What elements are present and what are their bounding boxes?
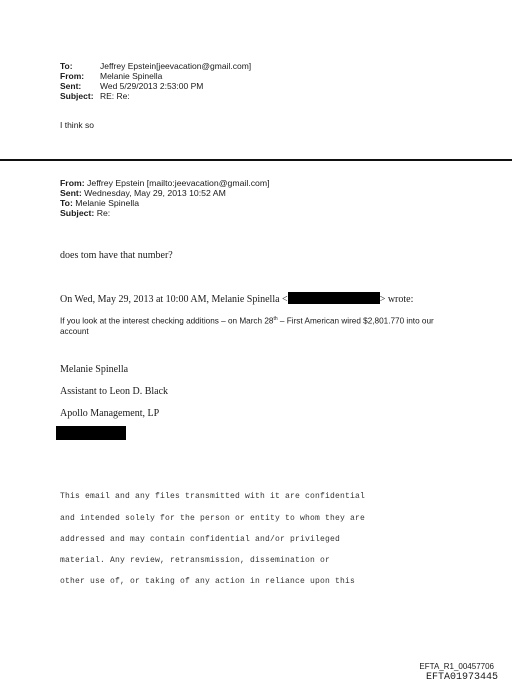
sent-label: Sent: bbox=[60, 81, 82, 91]
quote-intro-after: > wrote: bbox=[379, 294, 414, 305]
footer-ref-1: EFTA_R1_00457706 bbox=[419, 662, 494, 671]
signature-name: Melanie Spinella bbox=[60, 364, 129, 375]
orig-from-row bbox=[60, 178, 270, 188]
orig-subject-value: Re: bbox=[96, 208, 111, 218]
redacted-email bbox=[288, 292, 380, 304]
footer-ref-2: EFTA01973445 bbox=[425, 672, 498, 683]
disclaimer-line-3: addressed and may contain confidential and/or privileged bbox=[60, 535, 341, 544]
quoted-text bbox=[60, 314, 434, 337]
subject-label: Subject: bbox=[60, 91, 94, 101]
signature-title: Assistant to Leon D. Black bbox=[60, 386, 169, 397]
orig-from-value: Jeffrey Epstein [mailto:jeevacation@gmail.com] bbox=[87, 178, 270, 188]
reply-to-row bbox=[60, 61, 251, 71]
orig-to-label: To: bbox=[60, 198, 73, 208]
orig-to-row bbox=[60, 198, 270, 208]
to-label: To: bbox=[60, 61, 73, 71]
reply-header bbox=[60, 61, 251, 101]
orig-subject-row bbox=[60, 208, 270, 218]
ordinal-suffix: th bbox=[273, 316, 278, 322]
quoted-line-1: If you look at the interest checking additions – on March 28th – First American wired $2,801.770 into our bbox=[60, 316, 434, 326]
signature-company: Apollo Management, LP bbox=[60, 408, 160, 419]
reply-sent-row bbox=[60, 81, 251, 91]
from-label: From: bbox=[60, 71, 85, 81]
to-value: Jeffrey Epstein[jeevacation@gmail.com] bbox=[100, 61, 252, 71]
disclaimer-line-2: and intended solely for the person or entity to whom they are bbox=[60, 514, 366, 523]
original-body: does tom have that number? bbox=[60, 250, 173, 261]
subject-value: RE: Re: bbox=[100, 91, 130, 101]
sent-value: Wed 5/29/2013 2:53:00 PM bbox=[100, 81, 204, 91]
quoted-line-2: account bbox=[60, 326, 89, 336]
orig-sent-value: Wednesday, May 29, 2013 10:52 AM bbox=[84, 188, 226, 198]
orig-sent-row bbox=[60, 188, 270, 198]
reply-from-row bbox=[60, 71, 251, 81]
reply-body: I think so bbox=[60, 120, 95, 130]
divider-line bbox=[0, 159, 512, 161]
redacted-phone bbox=[56, 426, 126, 440]
reply-subject-row bbox=[60, 91, 251, 101]
orig-sent-label: Sent: bbox=[60, 188, 82, 198]
orig-to-value: Melanie Spinella bbox=[75, 198, 140, 208]
original-header bbox=[60, 178, 270, 218]
quote-intro bbox=[60, 292, 413, 305]
orig-from-label: From: bbox=[60, 178, 85, 188]
disclaimer-line-5: other use of, or taking of any action in reliance upon this bbox=[60, 577, 356, 586]
disclaimer-line-1: This email and any files transmitted with it are confidential bbox=[60, 492, 366, 501]
orig-subject-label: Subject: bbox=[60, 208, 95, 218]
quote-intro-before: On Wed, May 29, 2013 at 10:00 AM, Melanie Spinella < bbox=[60, 294, 288, 305]
from-value: Melanie Spinella bbox=[100, 71, 163, 81]
disclaimer-line-4: material. Any review, retransmission, dissemination or bbox=[60, 556, 331, 565]
